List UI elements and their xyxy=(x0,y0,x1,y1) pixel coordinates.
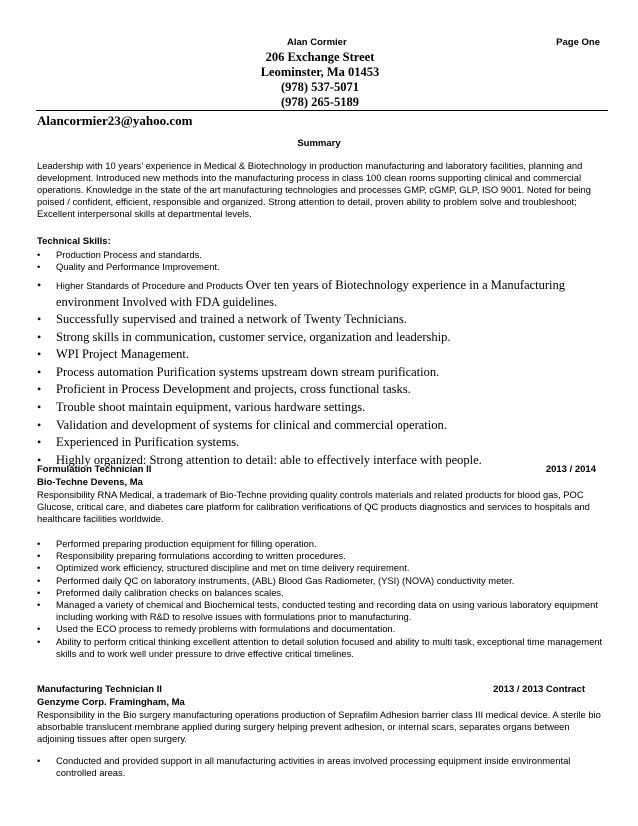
job-company: Genzyme Corp. Framingham, Ma xyxy=(37,697,185,708)
bullet-icon: • xyxy=(37,382,42,397)
bullet-icon: • xyxy=(37,574,41,586)
job-title: Formulation Technician II xyxy=(37,464,152,475)
bullet-icon: • xyxy=(37,586,41,598)
bullet-icon: • xyxy=(37,623,41,635)
technical-skills-heading: Technical Skills: xyxy=(37,236,111,247)
list-item: • Process automation Purification systems upstream down stream purification. xyxy=(37,364,609,382)
bullet-icon: • xyxy=(37,755,41,766)
bullet-icon: • xyxy=(37,364,42,379)
header-name: Alan Cormier xyxy=(287,37,347,48)
list-item: • Used the ECO process to remedy problems with formulations and documentation. xyxy=(37,623,396,635)
bullet-icon: • xyxy=(37,562,41,574)
list-item: • Ability to perform critical thinking excellent attention to detail solution focused and ability to multi task, exceptional time management skills and to work well under pressure to drive effective critical timelines. xyxy=(37,635,603,659)
job-title: Manufacturing Technician II xyxy=(37,684,162,695)
list-item: • Experienced in Purification systems. xyxy=(37,434,609,452)
job-bullets xyxy=(37,538,609,660)
page-label: Page One xyxy=(556,37,600,48)
job-dates: 2013 / 2014 xyxy=(545,464,596,475)
bullet-icon: • xyxy=(37,347,42,362)
email-address[interactable]: Alancormier23@yahoo.com xyxy=(37,113,193,128)
list-item: • Production Process and standards. xyxy=(37,249,202,260)
list-item: • Higher Standards of Procedure and Products Over ten years of Biotechnology experience in a Manufacturing environment Involved with FDA guidelines. xyxy=(37,278,566,309)
list-item: • Managed a variety of chemical and Biochemical tests, conducted testing and recording data on using various laboratory equipment including working with R&D to resolve issues with formulations prior to manufacturing. xyxy=(37,599,598,623)
summary-heading: Summary xyxy=(297,138,341,149)
phone-1: (978) 537-5071 xyxy=(280,80,360,94)
skills-list-small xyxy=(37,249,609,273)
list-item: • Highly organized: Strong attention to detail: able to effectively interface with people. xyxy=(37,452,609,470)
address-line-1: 206 Exchange Street xyxy=(265,50,375,64)
bullet-icon: • xyxy=(37,399,42,414)
job-company: Bio-Techne Devens, Ma xyxy=(37,477,143,488)
list-item: • Proficient in Process Development and projects, cross functional tasks. xyxy=(37,381,609,399)
list-item: • Successfully supervised and trained a network of Twenty Technicians. xyxy=(37,311,609,329)
list-item: • Validation and development of systems for clinical and commercial operation. xyxy=(37,417,609,435)
list-item: • Strong skills in communication, customer service, organization and leadership. xyxy=(37,329,609,347)
job-title-row xyxy=(37,464,596,475)
bullet-icon: • xyxy=(37,261,41,273)
list-item: • Performed preparing production equipment for filling operation. xyxy=(37,538,317,549)
list-item: • Conducted and provided support in all manufacturing activities in areas involved processing equipment inside environmental controlled areas. xyxy=(37,755,571,779)
bullet-icon: • xyxy=(37,278,42,292)
header-divider xyxy=(36,110,608,111)
list-item: • Performed daily QC on laboratory instruments, (ABL) Blood Gas Radiometer, (YSI) (NOVA) conductivity meter. xyxy=(37,574,515,586)
job-title-row xyxy=(37,684,585,695)
skills-list-large xyxy=(37,277,609,469)
bullet-icon: • xyxy=(37,249,41,260)
bullet-icon: • xyxy=(37,599,41,611)
list-item: • Responsibility preparing formulations according to written procedures. xyxy=(37,550,346,562)
bullet-icon: • xyxy=(37,550,41,562)
bullet-icon: • xyxy=(37,452,42,467)
list-item: • Trouble shoot maintain equipment, various hardware settings. xyxy=(37,399,609,417)
bullet-icon: • xyxy=(37,635,41,647)
job-dates: 2013 / 2013 Contract xyxy=(493,684,585,695)
bullet-icon: • xyxy=(37,538,41,549)
phone-2: (978) 265-5189 xyxy=(280,95,360,109)
list-item: • Optimized work efficiency, structured discipline and met on time delivery requirement. xyxy=(37,562,410,574)
list-item: • Quality and Performance Improvement. xyxy=(37,261,220,273)
bullet-icon: • xyxy=(37,417,42,432)
bullet-icon: • xyxy=(37,329,42,344)
bullet-icon: • xyxy=(37,312,42,326)
job-bullets xyxy=(37,755,609,779)
bullet-icon: • xyxy=(37,435,42,450)
job-description: Responsibility RNA Medical, a trademark of Bio-Techne providing quality controls materials and related products for blood gas, POC Glucose, critical care, and diabetes care platform for calibration verifications of QC products diagnostics and services to hospitals and healthcare facilities worldwide. xyxy=(37,489,590,524)
list-item: • Preformed daily calibration checks on balances scales. xyxy=(37,586,284,598)
summary-text: Leadership with 10 years’ experience in Medical & Biotechnology in production manufacturing and laboratory facilities, planning and development. Introduced new methods into the manufacturing process in class 100 clean rooms supporting clinical and commercial operations. Knowledge in the state of the art manufacturing technologies and processes GMP, cGMP, GLP, ISO 9001. Noted for being poised / confident, efficient, responsible and organized. Strong attention to detail, proven ability to problem solve and troubleshoot; Excellent interpersonal skills at departmental levels. xyxy=(37,160,591,219)
contact-block xyxy=(230,50,410,110)
job-description: Responsibility in the Bio surgery manufacturing operations production of Seprafilm Adhesion barrier class III medical device. A sterile bio absorbable translucent membrane applied during surgery helping prevent adhesion, or internal scars, separates organs between adjoining tissues after open surgery. xyxy=(37,709,601,744)
address-line-2: Leominster, Ma 01453 xyxy=(260,65,380,79)
list-item: • WPI Project Management. xyxy=(37,346,609,364)
